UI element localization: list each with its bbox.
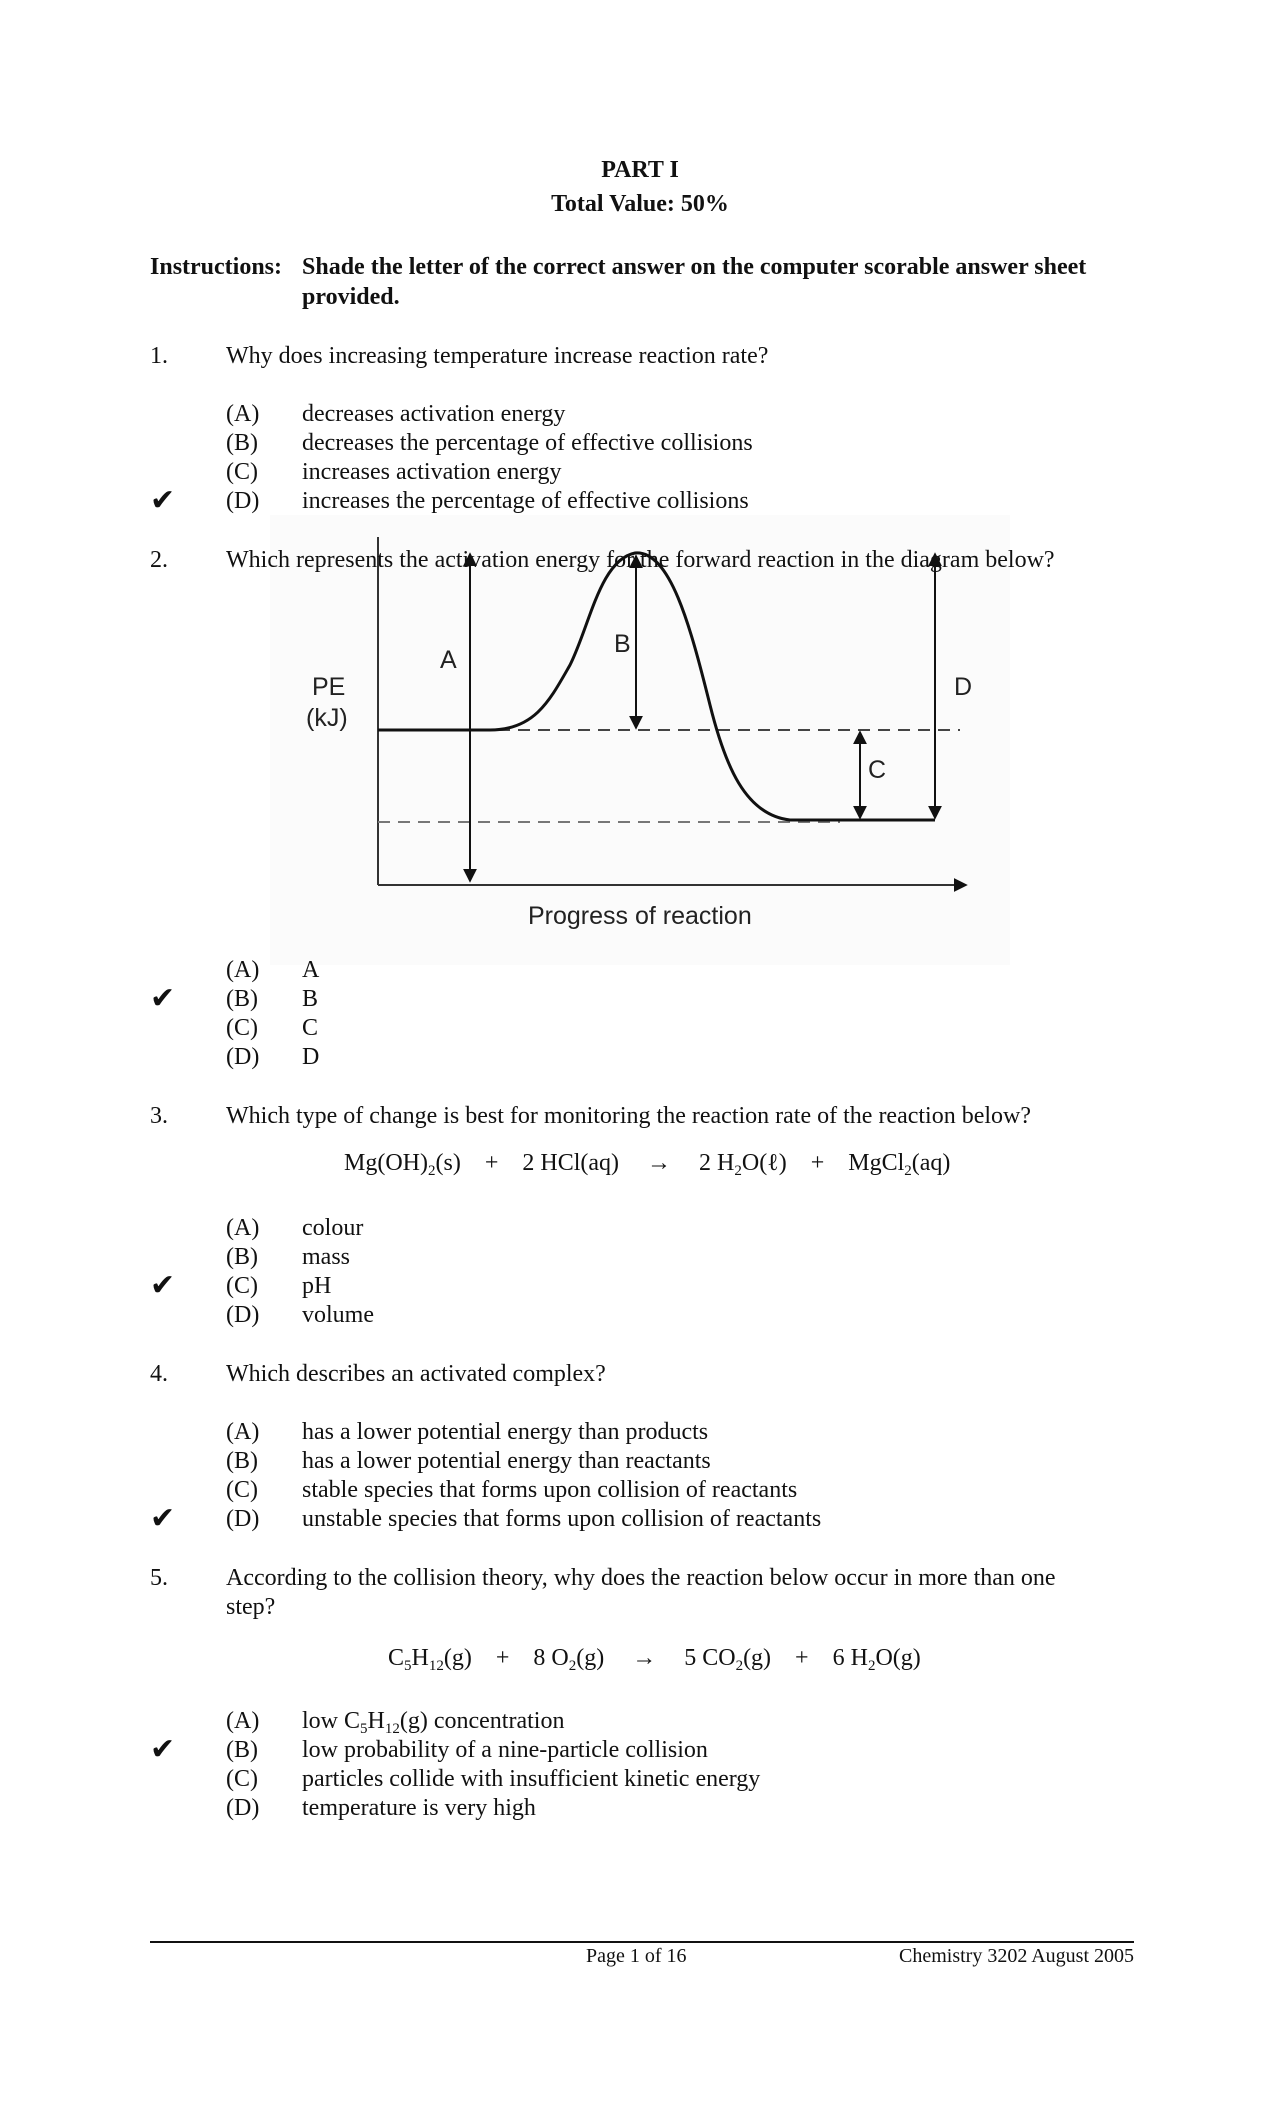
y-axis-label-pe: PE: [312, 673, 346, 701]
q5-equation: $C_5H_{12}(g) + 8$ $O_2(g) \to 5$ $CO_2(g) + 6$ $H_2O(g)$: [388, 1645, 921, 1674]
label-c: C: [868, 756, 887, 784]
q4-option-c-text: stable species that forms upon collision of reactants: [302, 1477, 798, 1503]
q4-option-b-text: has a lower potential energy than reactants: [302, 1448, 711, 1474]
q3-option-a-letter: (A): [226, 1215, 260, 1241]
q1-check-icon: ✔: [150, 484, 176, 517]
question-3-number: 3.: [150, 1103, 168, 1129]
q3-option-d-text: volume: [302, 1302, 374, 1328]
question-5-number: 5.: [150, 1565, 168, 1591]
question-2-text: Which represents the activation energy for the forward reaction in the diagram below?: [226, 547, 1055, 573]
instructions-line-1: Shade the letter of the correct answer on the computer scorable answer sheet: [302, 254, 1087, 280]
part-title: PART I: [601, 157, 679, 183]
q5-option-b-letter: (B): [226, 1737, 258, 1763]
reaction-arrow-icon: →: [647, 1150, 672, 1176]
footer-page-number: Page 1 of 16: [586, 1945, 687, 1967]
total-value: Total Value: 50%: [551, 191, 729, 217]
diagram-background: [270, 515, 1010, 965]
q4-option-d-letter: (D): [226, 1506, 260, 1532]
footer-rule: [150, 1941, 1134, 1943]
q1-option-c-text: increases activation energy: [302, 459, 562, 485]
question-5-text-line-2: step?: [226, 1594, 276, 1620]
q1-option-d-text: increases the percentage of effective collisions: [302, 488, 749, 514]
q5-check-icon: ✔: [150, 1733, 176, 1766]
question-1-number: 1.: [150, 343, 168, 369]
q5-option-a-letter: (A): [226, 1708, 260, 1734]
energy-diagram: [270, 515, 1010, 965]
q2-check-icon: ✔: [150, 982, 176, 1015]
q4-check-icon: ✔: [150, 1502, 176, 1535]
q3-equation: $Mg(OH)_2(s) + 2$ HCl(aq) → 2 $H_2O(\ell)$ + MgCl$_2$(aq): [344, 1150, 951, 1179]
q1-option-c-letter: (C): [226, 459, 258, 485]
q5-option-d-text: temperature is very high: [302, 1795, 536, 1821]
q2-option-b-letter: (B): [226, 986, 258, 1012]
q4-option-c-letter: (C): [226, 1477, 258, 1503]
q3-option-b-letter: (B): [226, 1244, 258, 1270]
q3-option-c-text: pH: [302, 1273, 332, 1299]
label-a: A: [440, 646, 457, 674]
q4-option-b-letter: (B): [226, 1448, 258, 1474]
q5-option-a-text: low $C_5H_{12}(g)$ concentration: [302, 1708, 565, 1737]
q1-option-b-letter: (B): [226, 430, 258, 456]
question-4-number: 4.: [150, 1361, 168, 1387]
x-axis-label: Progress of reaction: [528, 902, 752, 930]
q2-option-c-text: C: [302, 1015, 319, 1041]
question-2-number: 2.: [150, 547, 168, 573]
instructions-line-2: provided.: [302, 284, 400, 310]
q2-option-d-text: D: [302, 1044, 320, 1070]
question-4-text: Which describes an activated complex?: [226, 1361, 606, 1387]
q1-option-a-letter: (A): [226, 401, 260, 427]
q1-option-d-letter: (D): [226, 488, 260, 514]
q5-option-c-text: particles collide with insufficient kinetic energy: [302, 1766, 761, 1792]
q5-option-d-letter: (D): [226, 1795, 260, 1821]
q2-option-d-letter: (D): [226, 1044, 260, 1070]
q5-option-b-text: low probability of a nine-particle collision: [302, 1737, 708, 1763]
q3-check-icon: ✔: [150, 1269, 176, 1302]
reaction-arrow-icon: →: [632, 1645, 657, 1671]
q4-option-a-letter: (A): [226, 1419, 260, 1445]
q2-option-b-text: B: [302, 986, 319, 1012]
label-d: D: [954, 673, 973, 701]
question-5-text-line-1: According to the collision theory, why does the reaction below occur in more than one: [226, 1565, 1056, 1591]
q5-option-c-letter: (C): [226, 1766, 258, 1792]
q3-option-a-text: colour: [302, 1215, 364, 1241]
q3-option-d-letter: (D): [226, 1302, 260, 1328]
q4-option-a-text: has a lower potential energy than products: [302, 1419, 709, 1445]
q3-option-b-text: mass: [302, 1244, 350, 1270]
q2-option-a-text: A: [302, 957, 320, 983]
q4-option-d-text: unstable species that forms upon collision of reactants: [302, 1506, 822, 1532]
instructions-label: Instructions:: [150, 254, 283, 280]
q1-option-b-text: decreases the percentage of effective collisions: [302, 430, 753, 456]
footer-course: Chemistry 3202 August 2005: [898, 1945, 1134, 1967]
question-3-text: Which type of change is best for monitoring the reaction rate of the reaction below?: [226, 1103, 1032, 1129]
q2-option-c-letter: (C): [226, 1015, 258, 1041]
q2-option-a-letter: (A): [226, 957, 260, 983]
q3-option-c-letter: (C): [226, 1273, 258, 1299]
q1-option-a-text: decreases activation energy: [302, 401, 566, 427]
y-axis-label-kj: (kJ): [306, 704, 348, 732]
label-b: B: [614, 630, 631, 658]
question-1-text: Why does increasing temperature increase reaction rate?: [226, 343, 769, 369]
